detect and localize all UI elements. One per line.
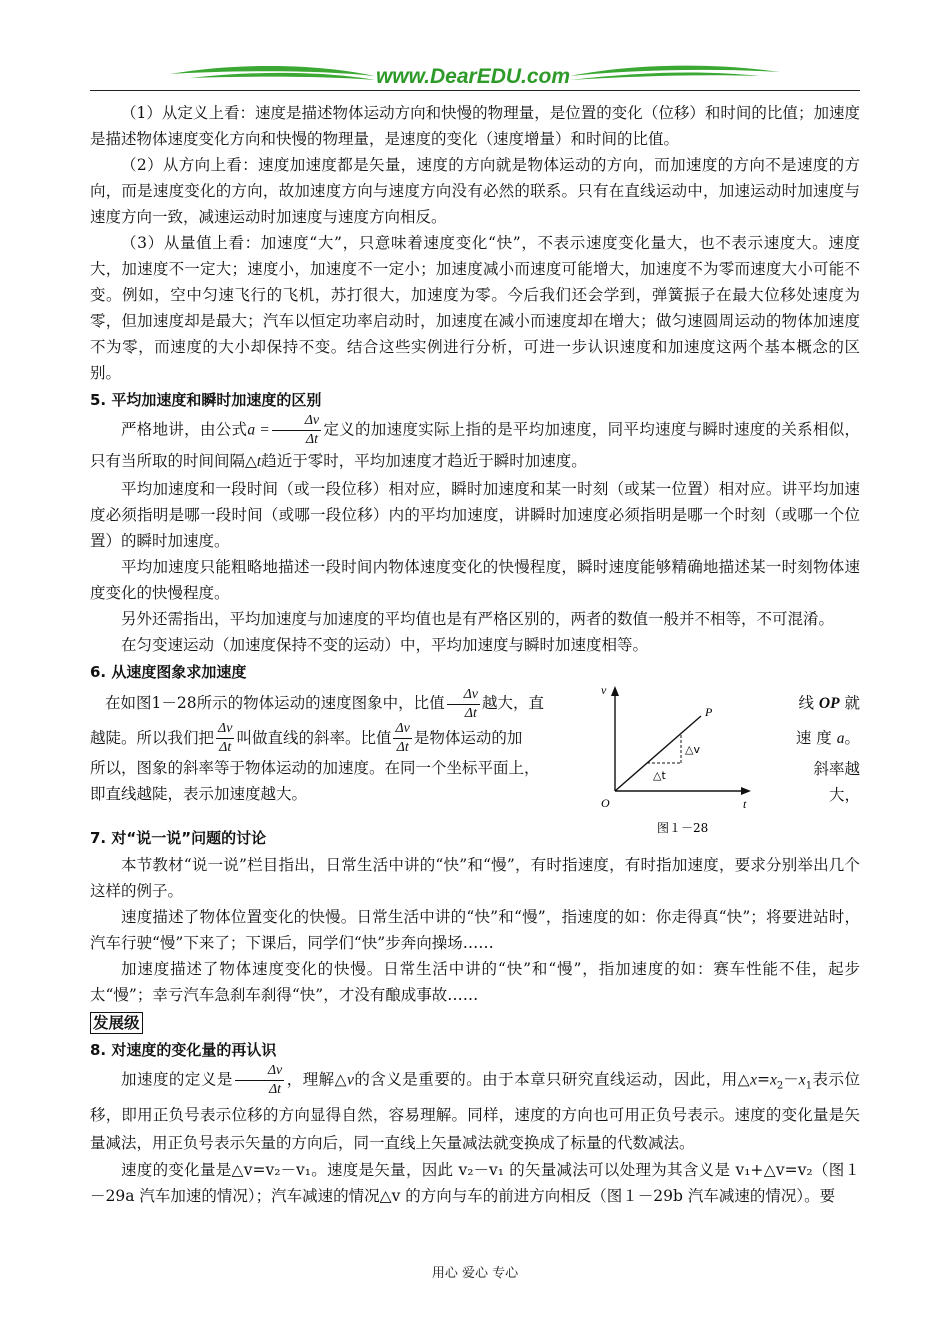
footer: 用心 爱心 专心: [431, 1266, 519, 1281]
document-body: [90, 100, 860, 1209]
t-axis-arrow-icon: [741, 787, 751, 795]
paragraph: （1）从定义上看：速度是描述物体运动方向和快慢的物理量，是位置的变化（位移）和时间的比值；加速度是描述物体速度变化方向和快慢的物理量，是速度的变化（速度增量）和时间的比值。: [90, 104, 860, 148]
paragraph: （2）从方向上看：速度加速度都是矢量，速度的方向就是物体运动的方向，而加速度的方向不是速度的方向，而是速度变化的方向，故加速度方向与速度方向没有必然的联系。只有在直线运动中，加速运动时加速度与速度方向一致，减速运动时加速度与速度方向相反。: [90, 156, 860, 226]
axis-v-label: v: [601, 686, 607, 697]
figure-section: [90, 686, 860, 835]
paragraph: 平均加速度和一段时间（或一段位移）相对应，瞬时加速度和某一时刻（或某一位置）相对应。讲平均加速度必须指明是哪一段时间（或哪一段位移）内的平均加速度，讲瞬时加速度必须指明是哪一个时刻（或哪一个位置）的瞬时加速度。: [90, 480, 860, 550]
paragraph: 速度描述了物体位置变化的快慢。日常生活中讲的“快”和“慢”，指速度的如：你走得真“快”；将要进站时，汽车行驶“慢”下来了；下课后，同学们“快”步奔向操场……: [90, 908, 860, 952]
point-p-label: P: [705, 705, 713, 719]
paragraph-formula: 加速度的定义是 $\frac{\Delta v}{\Delta t}$ ，理解△v的含义是重要的。由于本章只研究直线运动，因此，用$\triangle x=x_2-x_1$表示位移，即用正负号表示位移的方向显得自然，容易理解。同样，速度的方向也可用正负号表示。速度的变化量是矢量减法，用正负号表示矢量的方向后，同一直线上矢量减法就变换成了标量的代数减法。: [90, 1063, 860, 1152]
paragraph: 本节教材“说一说”栏目指出，日常生活中讲的“快”和“慢”，有时指速度，有时指加速度，要求分别举出几个这样的例子。: [90, 856, 860, 900]
figure-right-text: 线 OP 就 速 度 a。 斜率越大，: [795, 694, 860, 804]
axis-t-label: t: [743, 797, 747, 811]
right-swoosh-icon-2: [570, 73, 760, 80]
site-logo: www.DearEDU.com: [375, 65, 571, 88]
header-rule: [90, 90, 860, 91]
dt-label: △t: [653, 769, 666, 782]
left-swoosh-icon-2: [190, 73, 375, 80]
paragraph: 另外还需指出，平均加速度与加速度的平均值也是有严格区别的，两者的数值一般并不相等，不可混淆。: [121, 610, 835, 628]
paragraph-formula: 严格地讲，由公式a = $\frac{\Delta v}{\Delta t}$ 定义的加速度实际上指的是平均加速度，同平均速度与瞬时速度的关系相似，只有当所取的时间间隔△t趋近于零时，平均加速度才趋近于瞬时加速度。: [90, 413, 860, 470]
paragraph: 速度的变化量是△v=v₂－v₁。速度是矢量，因此 v₂－v₁ 的矢量减法可以处理为其含义是 v₁+△v=v₂（图１－29a 汽车加速的情况）；汽车减速的情况△v 的方向与车的前进方向相反（图１－29b 汽车减速的情况）。要: [90, 1160, 860, 1205]
header-banner: [90, 58, 860, 92]
fraction-dv-dt: $\frac{\Delta v}{\Delta t}$: [272, 414, 321, 447]
paragraph: 加速度描述了物体速度变化的快慢。日常生活中讲的“快”和“慢”，指加速度的如：赛车性能不佳，起步太“慢”；幸亏汽车急刹车刹得“快”，才没有酿成事故……: [90, 960, 860, 1004]
paragraph: （3）从量值上看：加速度“大”，只意味着速度变化“快”，不表示速度变化量大，也不表示速度大。速度大，加速度不一定大；速度小，加速度不一定小；加速度减小而速度可能增大，加速度不为零而速度大小可能不变。例如，空中匀速飞行的飞机，苏打很大，加速度为零。今后我们还会学到，弹簧振子在最大位移处速度为零，但加速度却是最大；汽车以恒定功率启动时，加速度在减小而速度却在增大；做匀速圆周运动的物体加速度不为零，而速度的大小却保持不变。结合这些实例进行分析，可进一步认识速度和加速度这两个基本概念的区别。: [90, 234, 860, 382]
v-axis-arrow-icon: [611, 686, 619, 696]
paragraph: 平均加速度只能粗略地描述一段时间内物体速度变化的快慢程度，瞬时速度能够精确地描述某一时刻物体速度变化的快慢程度。: [90, 558, 860, 602]
figure-caption: 图１－28: [657, 821, 709, 835]
section-heading: 7. 对“说一说”问题的讨论: [90, 829, 267, 847]
level-label-row: [90, 1008, 860, 1036]
level-label: 发展级: [90, 1012, 143, 1034]
origin-label: O: [601, 796, 610, 810]
figure-text: 在如图1－28所示的物体运动的速度图象中，比值 $\frac{\Delta v}{\Delta t}$ 越大，直 越陡。所以我们把 $\frac{\Delta v}{\Delta t}$ 叫做直线的斜率。比值 $\frac{\Delta v}{\Delta t}$ 是物体运动的加 所以，图象的斜率等于物体运动的加速度。在同一个坐标平面上， 即直线越陡，表示加速度越大。: [90, 686, 545, 803]
paragraph: 在匀变速运动（加速度保持不变的运动）中，平均加速度与瞬时加速度相等。: [121, 636, 649, 654]
velocity-graph-figure: [595, 686, 765, 836]
section-heading: 8. 对速度的变化量的再认识: [90, 1041, 277, 1059]
section-heading: 5. 平均加速度和瞬时加速度的区别: [90, 391, 322, 409]
dv-label: △v: [685, 743, 700, 756]
section-heading: 6. 从速度图象求加速度: [90, 663, 247, 681]
